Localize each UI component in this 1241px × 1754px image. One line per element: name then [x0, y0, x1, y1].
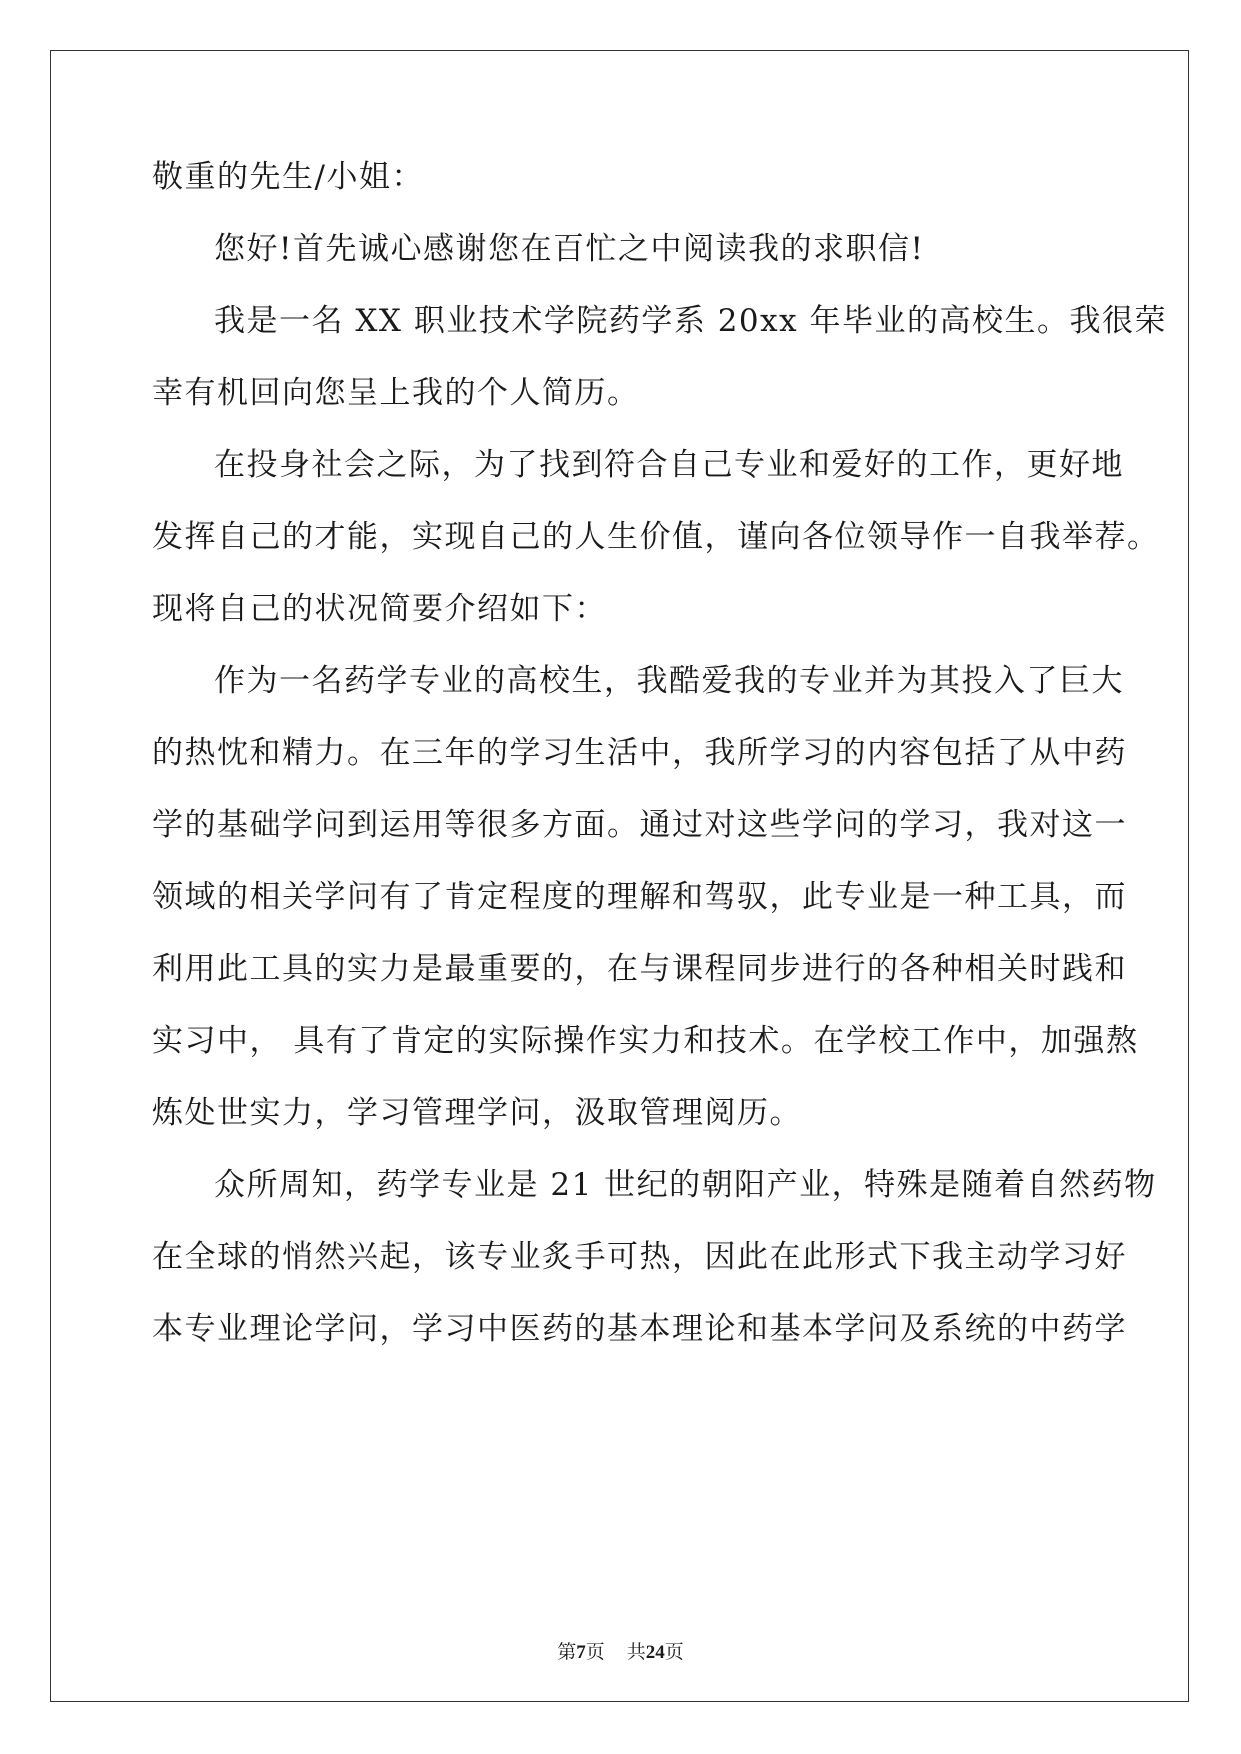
paragraph-line: 现将自己的状况简要介绍如下： [152, 591, 607, 627]
total-suffix: 页 [664, 1641, 684, 1663]
total-prefix: 共 [626, 1641, 646, 1663]
paragraph-line: 实习中， 具有了肯定的实际操作实力和技术。在学校工作中，加强熬 [152, 1023, 1139, 1059]
paragraph-line: 领域的相关学问有了肯定程度的理解和驾驭，此专业是一种工具，而 [152, 879, 1127, 915]
paragraph-line: 您好!首先诚心感谢您在百忙之中阅读我的求职信! [214, 231, 925, 267]
paragraph-line: 作为一名药学专业的高校生，我酷爱我的专业并为其投入了巨大 [214, 663, 1124, 699]
total-pages: 24 [645, 1642, 665, 1663]
paragraph-line: 在投身社会之际，为了找到符合自己专业和爱好的工作，更好地 [214, 447, 1124, 483]
page-number: 7 [576, 1642, 586, 1663]
page-prefix: 第 [557, 1641, 577, 1663]
paragraph-line: 利用此工具的实力是最重要的，在与课程同步进行的各种相关时践和 [152, 951, 1127, 987]
paragraph-line: 幸有机回向您呈上我的个人简历。 [152, 375, 640, 411]
page-suffix: 页 [585, 1641, 605, 1663]
paragraph-line: 学的基础学问到运用等很多方面。通过对这些学问的学习，我对这一 [152, 807, 1127, 843]
page-border [50, 50, 1189, 1702]
paragraph-line: 我是一名 XX 职业技术学院药学系 20xx 年毕业的高校生。我很荣 [214, 303, 1167, 339]
paragraph-line: 众所周知，药学专业是 21 世纪的朝阳产业，特殊是随着自然药物 [214, 1167, 1157, 1203]
page-footer [0, 1640, 1241, 1665]
paragraph-line: 炼处世实力，学习管理学问，汲取管理阅历。 [152, 1095, 802, 1131]
salutation: 敬重的先生/小姐： [152, 159, 424, 195]
paragraph-line: 发挥自己的才能，实现自己的人生价值，谨向各位领导作一自我举荐。 [152, 519, 1160, 555]
paragraph-line: 在全球的悄然兴起，该专业炙手可热，因此在此形式下我主动学习好 [152, 1239, 1127, 1275]
paragraph-line: 的热忱和精力。在三年的学习生活中，我所学习的内容包括了从中药 [152, 735, 1127, 771]
paragraph-line: 本专业理论学问，学习中医药的基本理论和基本学问及系统的中药学 [152, 1311, 1127, 1347]
